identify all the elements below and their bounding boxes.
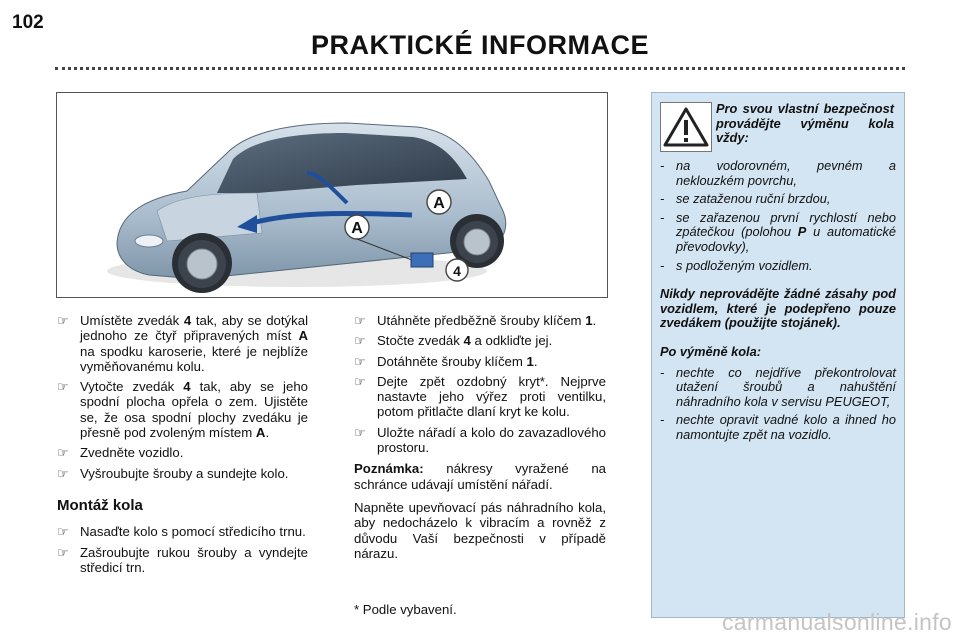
step-text: Zašroubujte rukou šrouby a vyndejte středicí trn. <box>80 544 308 575</box>
after-text: nechte opravit vadné kolo a ihned ho namontujte zpět na vozidlo. <box>676 412 896 442</box>
note-text: nákresy vyražené na schránce udávají umístění nářadí. <box>354 461 606 492</box>
hand-pointer-icon: ☞ <box>354 333 366 349</box>
step-1 <box>57 313 308 374</box>
step-text: tak, aby se dotýkal jednoho ze čtyř připravených míst <box>80 313 309 344</box>
safety-box <box>651 92 905 618</box>
after-text: nechte co nejdříve překontrolovat utažení šroubů a nahuštění náhradního kola v servisu PEUGEOT, <box>676 364 896 409</box>
page-title: PRAKTICKÉ INFORMACE <box>311 30 649 60</box>
step-bold: 4 <box>183 313 192 328</box>
after-item-1 <box>660 366 896 410</box>
step-text: Umístěte zvedák <box>80 313 184 328</box>
dash-marker: - <box>660 364 665 380</box>
car-jack-illustration <box>56 92 608 298</box>
step-text: Zvedněte vozidlo. <box>80 445 184 461</box>
step-text: tak, aby se jeho spodní plocha opřela o zem. Ujistěte se, že osa spodní plochy zvedáku je přesně pod zvoleným místem <box>80 379 308 441</box>
step-text: Vytočte zvedák <box>80 379 184 395</box>
step-text: Dejte zpět ozdobný kryt*. Nejprve nastavte jeho výřez proti ventilku, potom přitlačte dlaní kryt ke kolu. <box>377 373 606 420</box>
rear-rim <box>464 229 490 255</box>
hand-pointer-icon: ☞ <box>354 353 366 369</box>
condition-bold: P <box>797 224 807 240</box>
dash-marker: - <box>660 209 665 225</box>
after-item-2 <box>660 413 896 442</box>
box-body <box>660 159 896 447</box>
step-bold: 4 <box>183 379 191 395</box>
mid-step-3 <box>354 354 606 369</box>
hand-pointer-icon: ☞ <box>354 313 366 328</box>
step-bold: A <box>255 425 266 441</box>
step-bold: 4 <box>463 333 471 349</box>
step-bold: A <box>298 328 308 344</box>
hand-pointer-icon: ☞ <box>57 313 69 328</box>
step-3 <box>57 445 308 460</box>
dash-marker: - <box>660 412 665 428</box>
condition-text: na vodorovném, pevném a neklouzkém povrchu, <box>676 158 896 188</box>
step-bold: 1 <box>526 353 534 369</box>
step-bold: 1 <box>585 313 593 328</box>
condition-4 <box>660 259 896 274</box>
footnote: * Podle vybavení. <box>354 602 457 617</box>
condition-3 <box>660 211 896 255</box>
condition-text: se zataženou ruční brzdou, <box>676 191 831 207</box>
condition-text: se zařazenou první rychlostí nebo zpátečkou (polohou <box>676 209 896 240</box>
section-step-1 <box>57 524 308 539</box>
hand-pointer-icon: ☞ <box>57 524 69 540</box>
step-text: Utáhněte předběžně šrouby klíčem <box>377 313 586 328</box>
step-text: Stočte zvedák <box>377 333 464 349</box>
hand-pointer-icon: ☞ <box>57 544 69 560</box>
step-4 <box>57 466 308 481</box>
dash-marker: - <box>660 158 665 173</box>
dash-marker: - <box>660 191 665 207</box>
dash-marker: - <box>660 257 665 273</box>
step-text: . <box>592 313 597 328</box>
page-number: 102 <box>12 12 44 33</box>
step-text: . <box>265 425 270 441</box>
step-text: a odkliďte jej. <box>470 333 553 349</box>
never-warning: Nikdy neprovádějte žádné zásahy pod vozidlem, které je podepřeno pouze zvedákem (použijte stojánek). <box>660 286 896 331</box>
label-4: 4 <box>453 263 461 279</box>
section-step-2 <box>57 545 308 576</box>
step-text: Nasaďte kolo s pomocí středicího trnu. <box>80 524 306 540</box>
warning-triangle-icon <box>661 103 711 151</box>
warning-frame <box>660 102 712 152</box>
middle-column <box>354 313 606 569</box>
mid-step-5 <box>354 425 606 456</box>
after-heading: Po výměně kola: <box>660 343 761 359</box>
step-text: . <box>533 353 538 369</box>
note-paragraph <box>354 461 606 492</box>
hand-pointer-icon: ☞ <box>354 373 366 389</box>
warning-title: Pro svou vlastní bezpečnost provádějte výměnu kola vždy: <box>716 101 894 146</box>
mid-step-2 <box>354 333 606 348</box>
condition-text: s podloženým vozidlem. <box>676 257 813 273</box>
mid-step-1 <box>354 313 606 328</box>
section-heading: Montáž kola <box>57 496 143 514</box>
step-text: na spodku karoserie, které je nejblíže vyměňovanému kolu. <box>80 343 308 374</box>
car-drawing <box>57 93 607 297</box>
watermark: carmanualsonline.info <box>721 609 952 635</box>
hand-pointer-icon: ☞ <box>354 424 366 440</box>
front-rim <box>187 249 217 279</box>
condition-2 <box>660 192 896 207</box>
condition-1 <box>660 159 896 188</box>
label-a-2: A <box>433 195 445 212</box>
hand-pointer-icon: ☞ <box>57 379 69 395</box>
left-column <box>57 313 308 580</box>
note-label: Poznámka: <box>354 461 424 477</box>
hand-pointer-icon: ☞ <box>57 465 69 481</box>
condition-text: u automatické převodovky), <box>676 224 896 254</box>
step-text: Uložte nářadí a kolo do zavazadlového prostoru. <box>377 424 606 456</box>
dotted-divider <box>55 67 905 70</box>
step-2 <box>57 379 308 440</box>
strap-paragraph: Napněte upevňovací pás náhradního kola, aby nedocházelo k vibracím a rovněž z důvodu Vaší bezpečnosti v případě nárazu. <box>354 499 606 561</box>
mid-step-4 <box>354 374 606 420</box>
front-light <box>135 235 163 247</box>
hand-pointer-icon: ☞ <box>57 445 69 461</box>
label-a-1: A <box>351 220 363 237</box>
jack-tool <box>411 253 433 267</box>
step-text: Dotáhněte šrouby klíčem <box>377 353 527 369</box>
step-text: Vyšroubujte šrouby a sundejte kolo. <box>80 465 289 481</box>
